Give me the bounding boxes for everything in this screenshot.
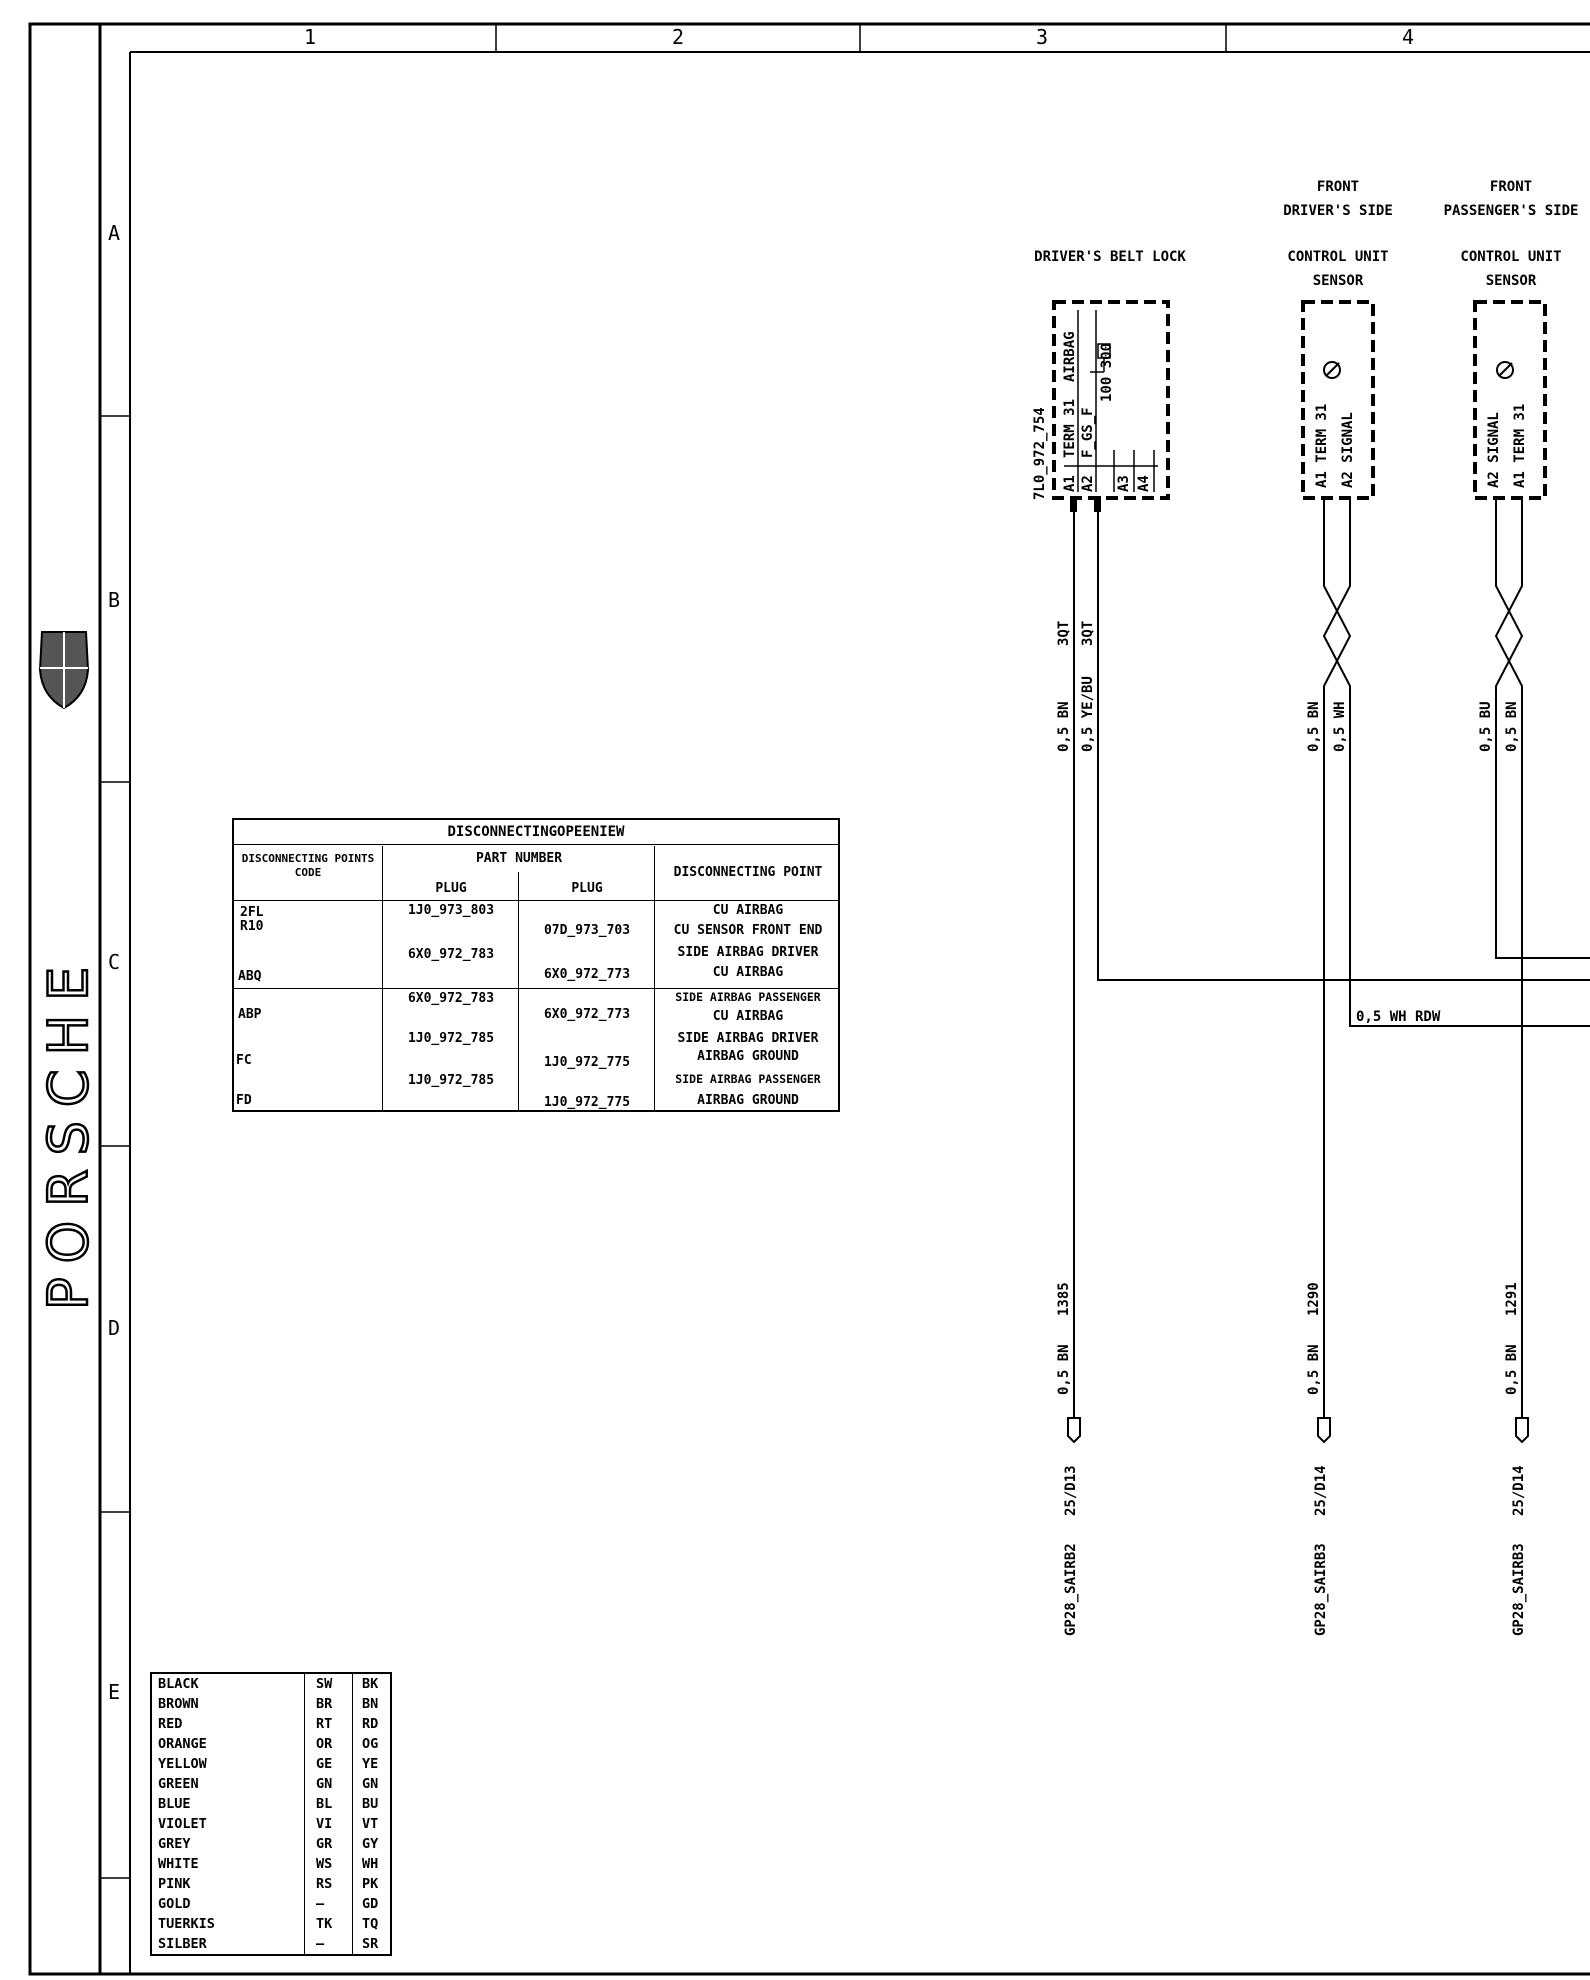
row-label-c: C bbox=[108, 950, 121, 974]
disconnect-plug-a: 6X0_972_783 bbox=[407, 947, 495, 962]
belt-lock-title: DRIVER'S BELT LOCK bbox=[1034, 249, 1186, 265]
belt-lock-pin-a2-label: F_GS_F bbox=[1080, 407, 1096, 458]
legend-row: BROWN BR BN bbox=[158, 1696, 379, 1712]
driver-sensor-pin-1: A1 TERM 31 bbox=[1314, 403, 1330, 488]
disconnect-plug-b: 07D_973_703 bbox=[543, 923, 631, 938]
disconnect-code: ABP bbox=[238, 1007, 262, 1022]
lower-color-1385: 0,5 BN bbox=[1056, 1344, 1072, 1395]
wire-label-passenger-a2: 0,5 BU bbox=[1478, 701, 1494, 752]
column-label-3: 3 bbox=[1035, 25, 1049, 49]
belt-lock-airbag-label: AIRBAG bbox=[1062, 331, 1078, 382]
driver-sensor-pin-2: A2 SIGNAL bbox=[1340, 412, 1356, 488]
wire-color-legend bbox=[150, 1672, 392, 1956]
passenger-sensor-title-2: PASSENGER'S SIDE bbox=[1443, 203, 1579, 219]
lower-num-1290: 1290 bbox=[1306, 1282, 1322, 1316]
wire-label-driver-a1: 0,5 BN bbox=[1306, 701, 1322, 752]
legend-row: ORANGE OR OG bbox=[158, 1736, 379, 1752]
disconnect-header-plug-b: PLUG bbox=[571, 881, 603, 896]
lower-num-1291: 1291 bbox=[1504, 1282, 1520, 1316]
disconnect-point: SIDE AIRBAG PASSENGER bbox=[675, 990, 821, 1004]
driver-sensor-sub-1: CONTROL UNIT bbox=[1287, 249, 1389, 265]
passenger-sensor-pin-1: A2 SIGNAL bbox=[1486, 412, 1502, 488]
disconnect-code: FD bbox=[236, 1093, 252, 1108]
disconnect-point: CU AIRBAG bbox=[712, 1009, 784, 1024]
row-label-e: E bbox=[108, 1680, 121, 1704]
lower-gp-1385: GP28_SAIRB2 bbox=[1063, 1543, 1079, 1636]
disconnect-plug-a: 1J0_972_785 bbox=[407, 1073, 495, 1088]
disconnect-plug-a: 1J0_972_785 bbox=[407, 1031, 495, 1046]
legend-row: WHITE WS WH bbox=[158, 1856, 379, 1872]
wire-label-belt-bn: 0,5 BN bbox=[1056, 701, 1072, 752]
lower-gp-1290: GP28_SAIRB3 bbox=[1313, 1543, 1329, 1636]
legend-row: YELLOW GE YE bbox=[158, 1756, 379, 1772]
belt-lock-pin-a1: A1 bbox=[1062, 475, 1078, 492]
legend-row: RED RT RD bbox=[158, 1716, 379, 1732]
lower-gp-1291: GP28_SAIRB3 bbox=[1511, 1543, 1527, 1636]
belt-lock-pin-a1-label: TERM 31 bbox=[1062, 398, 1078, 458]
disconnect-header-plug-a: PLUG bbox=[435, 881, 467, 896]
disconnect-code: 2FL bbox=[240, 905, 264, 920]
legend-row: VIOLET VI VT bbox=[158, 1816, 379, 1832]
lower-color-1291: 0,5 BN bbox=[1504, 1344, 1520, 1395]
passenger-sensor-pin-2: A1 TERM 31 bbox=[1512, 403, 1528, 488]
disconnect-table-title: DISCONNECTINGOPEENIEW bbox=[447, 824, 625, 840]
column-label-1: 1 bbox=[303, 25, 317, 49]
driver-sensor-title-1: FRONT bbox=[1316, 179, 1360, 195]
terminal-1291-icon bbox=[1516, 1418, 1528, 1442]
lower-num-1385: 1385 bbox=[1056, 1282, 1072, 1316]
wire-driver-a2 bbox=[1324, 498, 1590, 1026]
porsche-crest-icon bbox=[40, 632, 88, 708]
wire-code-belt-yebu: 3QT bbox=[1080, 620, 1096, 646]
disconnect-header-point: DISCONNECTING POINT bbox=[673, 865, 823, 880]
disconnect-point: CU AIRBAG bbox=[712, 903, 784, 918]
legend-row: SILBER — SR bbox=[158, 1936, 379, 1952]
disconnect-plug-b: 6X0_972_773 bbox=[543, 967, 631, 982]
disconnect-point: SIDE AIRBAG PASSENGER bbox=[675, 1072, 821, 1086]
disconnect-point: SIDE AIRBAG DRIVER bbox=[677, 1031, 819, 1046]
legend-row: GOLD — GD bbox=[158, 1896, 379, 1912]
disconnect-table bbox=[232, 818, 840, 1112]
disconnect-header-code: DISCONNECTING POINTS CODE bbox=[241, 852, 375, 879]
driver-sensor-sub-2: SENSOR bbox=[1312, 273, 1364, 289]
belt-lock-resistor-label: 100 300 bbox=[1099, 342, 1115, 402]
lower-color-1290: 0,5 BN bbox=[1306, 1344, 1322, 1395]
belt-lock-pin-a3: A3 bbox=[1116, 475, 1132, 492]
column-label-2: 2 bbox=[671, 25, 685, 49]
terminal-1290-icon bbox=[1318, 1418, 1330, 1442]
disconnect-code: ABQ bbox=[238, 969, 262, 984]
belt-lock-pin-a4: A4 bbox=[1136, 475, 1152, 492]
legend-row: BLACK SW BK bbox=[158, 1676, 379, 1692]
disconnect-plug-a: 1J0_973_803 bbox=[407, 903, 495, 918]
disconnect-point: AIRBAG GROUND bbox=[697, 1093, 799, 1108]
passenger-sensor-sub-1: CONTROL UNIT bbox=[1460, 249, 1562, 265]
disconnect-code: R10 bbox=[240, 919, 264, 934]
legend-row: BLUE BL BU bbox=[158, 1796, 379, 1812]
wire-driver-a1 bbox=[1324, 498, 1350, 1418]
wire-label-passenger-a1: 0,5 BN bbox=[1504, 701, 1520, 752]
driver-sensor-title-2: DRIVER'S SIDE bbox=[1283, 203, 1393, 219]
terminal-1385-icon bbox=[1068, 1418, 1080, 1442]
legend-row: PINK RS PK bbox=[158, 1876, 379, 1892]
column-label-4: 4 bbox=[1401, 25, 1415, 49]
disconnect-plug-b: 1J0_972_775 bbox=[543, 1055, 631, 1070]
legend-row: GREY GR GY bbox=[158, 1836, 379, 1852]
disconnect-point: SIDE AIRBAG DRIVER bbox=[677, 945, 819, 960]
passenger-sensor-sub-2: SENSOR bbox=[1485, 273, 1537, 289]
row-label-d: D bbox=[108, 1316, 121, 1340]
row-label-b: B bbox=[108, 588, 121, 612]
lower-ref-1291: 25/D14 bbox=[1511, 1465, 1527, 1516]
legend-row: GREEN GN GN bbox=[158, 1776, 379, 1792]
legend-row: TUERKIS TK TQ bbox=[158, 1916, 379, 1932]
passenger-sensor-title-1: FRONT bbox=[1489, 179, 1533, 195]
disconnect-plug-a: 6X0_972_783 bbox=[407, 991, 495, 1006]
belt-lock-part-number: 7L0_972_754 bbox=[1032, 407, 1048, 500]
wire-label-belt-yebu: 0,5 YE/BU bbox=[1080, 676, 1096, 752]
disconnect-plug-b: 1J0_972_775 bbox=[543, 1095, 631, 1110]
wire-code-belt-bn: 3QT bbox=[1056, 620, 1072, 646]
wire-label-wh-rdw: 0,5 WH RDW bbox=[1356, 1009, 1441, 1025]
disconnect-point: CU AIRBAG bbox=[712, 965, 784, 980]
wire-label-driver-a2: 0,5 WH bbox=[1332, 701, 1348, 752]
porsche-wordmark: PORSCHE bbox=[37, 952, 100, 1310]
disconnect-point: AIRBAG GROUND bbox=[697, 1049, 799, 1064]
lower-ref-1385: 25/D13 bbox=[1063, 1465, 1079, 1516]
row-label-a: A bbox=[108, 221, 121, 245]
disconnect-code: FC bbox=[236, 1053, 252, 1068]
disconnect-plug-b: 6X0_972_773 bbox=[543, 1007, 631, 1022]
belt-lock-pin-a2: A2 bbox=[1080, 475, 1096, 492]
lower-ref-1290: 25/D14 bbox=[1313, 1465, 1329, 1516]
disconnect-point: CU SENSOR FRONT END bbox=[673, 923, 823, 938]
disconnect-header-part: PART NUMBER bbox=[475, 851, 563, 866]
